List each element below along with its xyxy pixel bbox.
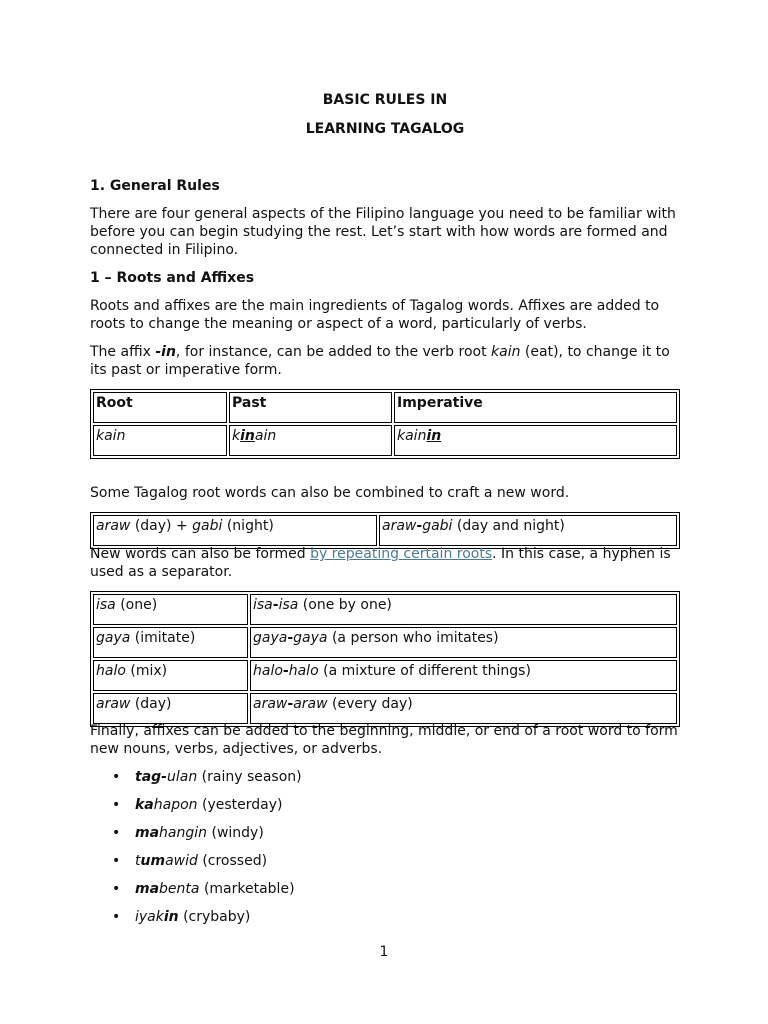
affix-term: -in (155, 344, 176, 360)
cell-repeated-word: gaya-gaya (a person who imitates) (250, 627, 677, 658)
list-item: • tag-ulan (rainy season) (90, 766, 302, 794)
intro-paragraph: There are four general aspects of the Filipino language you need to be familiar with before you can begin studying the rest. Let’s start with how words are formed and connected in Filipino. (90, 206, 676, 258)
list-item: • tumawid (crossed) (90, 850, 302, 878)
header-past: Past (229, 392, 392, 423)
table-header-row (93, 392, 677, 423)
reduplication-table (90, 591, 680, 727)
roots-paragraph: Roots and affixes are the main ingredients of Tagalog words. Affixes are added to roots to change the meaning or aspect of a word, particularly of verbs. (90, 298, 660, 332)
table-row (93, 515, 677, 546)
cell-root-word: halo (mix) (93, 660, 248, 691)
cell-root: kain (93, 425, 227, 456)
list-item: • mabenta (marketable) (90, 878, 302, 906)
cell-imperative: kainin (394, 425, 677, 456)
table-row (93, 425, 677, 456)
cell-compound-result: araw-gabi (day and night) (379, 515, 677, 546)
title-line-1: BASIC RULES IN (322, 92, 448, 108)
table-row (93, 660, 677, 691)
affix-examples-list (90, 766, 302, 934)
cell-root-word: araw (day) (93, 693, 248, 724)
cell-repeated-word: isa-isa (one by one) (250, 594, 677, 625)
root-past-imperative-table (90, 389, 680, 459)
table-row (93, 693, 677, 724)
list-item: • iyakin (crybaby) (90, 906, 302, 934)
repeat-paragraph: New words can also be formed by repeating certain roots. In this case, a hyphen is used as a separator. (90, 546, 671, 580)
subsection-heading-roots-affixes: 1 – Roots and Affixes (90, 270, 255, 286)
table-row (93, 594, 677, 625)
cell-past: kinain (229, 425, 392, 456)
list-item: • kahapon (yesterday) (90, 794, 302, 822)
page-number: 1 (379, 944, 389, 960)
root-term: kain (491, 344, 521, 360)
cell-compound-parts: araw (day) + gabi (night) (93, 515, 377, 546)
title-line-2: LEARNING TAGALOG (305, 121, 465, 137)
combine-paragraph: Some Tagalog root words can also be combined to craft a new word. (90, 485, 570, 501)
header-root: Root (93, 392, 227, 423)
affix-paragraph: The affix -in, for instance, can be added to the verb root kain (eat), to change it to its past or imperative form. (90, 344, 670, 378)
list-item: • mahangin (windy) (90, 822, 302, 850)
finally-paragraph: Finally, affixes can be added to the beginning, middle, or end of a root word to form new nouns, verbs, adjectives, or adverbs. (90, 723, 678, 757)
table-row (93, 627, 677, 658)
cell-repeated-word: araw-araw (every day) (250, 693, 677, 724)
section-heading-general-rules: 1. General Rules (90, 178, 220, 194)
cell-repeated-word: halo-halo (a mixture of different things) (250, 660, 677, 691)
cell-root-word: isa (one) (93, 594, 248, 625)
cell-root-word: gaya (imitate) (93, 627, 248, 658)
repeating-roots-link[interactable]: by repeating certain roots (310, 546, 493, 562)
header-imperative: Imperative (394, 392, 677, 423)
compound-word-table (90, 512, 680, 549)
